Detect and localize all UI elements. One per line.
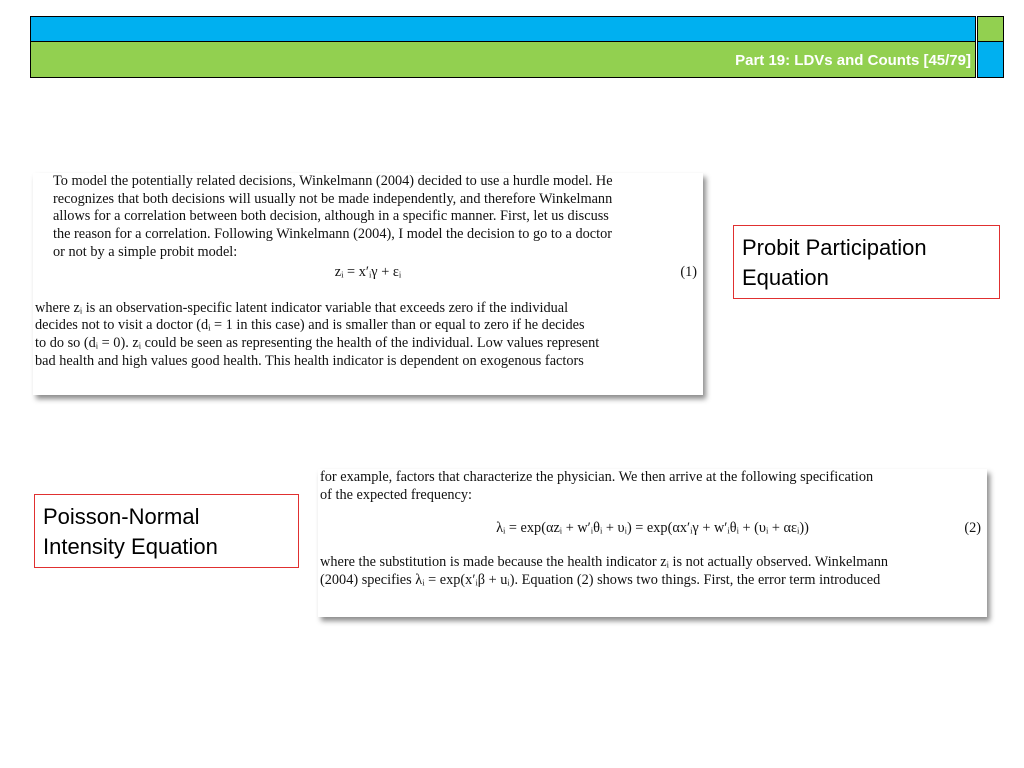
equation-1: [35, 264, 701, 286]
slide-title: Part 19: LDVs and Counts [45/79]: [735, 52, 971, 69]
text-line: of the expected frequency:: [320, 486, 473, 503]
header-blue-bar: [30, 16, 976, 42]
text-line: where zᵢ is an observation-specific latent indicator variable that exceeds zero if the individual: [35, 299, 569, 316]
equation-1-formula: zᵢ = x′ᵢγ + εᵢ: [334, 263, 402, 280]
text-line: the reason for a correlation. Following Winkelmann (2004), I model the decision to go to a doctor: [53, 226, 612, 243]
callout-line: Poisson-Normal: [43, 504, 200, 529]
text-line: to do so (dᵢ = 0). zᵢ could be seen as representing the health of the individual. Low values represent: [35, 334, 600, 351]
callout-poisson-normal: [34, 494, 299, 568]
text-line: (2004) specifies λᵢ = exp(x′ᵢβ + uᵢ). Equation (2) shows two things. First, the error term introduced: [320, 572, 881, 589]
text-line: bad health and high values good health. This health indicator is dependent on exogenous factors: [35, 352, 584, 369]
callout-probit-participation: [733, 225, 1000, 299]
header-green-square: [977, 16, 1004, 42]
excerpt1-paragraph1: [35, 173, 701, 262]
slide-header: [30, 16, 1005, 78]
paper-excerpt-poisson: [318, 469, 987, 617]
equation-2: [320, 520, 985, 544]
equation-2-formula: λᵢ = exp(αzᵢ + w′ᵢθᵢ + υᵢ) = exp(αx′ᵢγ + w′ᵢθᵢ + (υᵢ + αεᵢ)): [496, 520, 809, 537]
text-line: recognizes that both decisions will usually not be made independently, and therefore Winkelmann: [53, 190, 613, 207]
callout-line: Equation: [742, 265, 829, 290]
text-line: To model the potentially related decisions, Winkelmann (2004) decided to use a hurdle model. He: [53, 173, 613, 189]
excerpt2-paragraph1: [320, 469, 985, 504]
excerpt2-paragraph2: [320, 554, 985, 589]
callout-line: Intensity Equation: [43, 534, 218, 559]
header-title-bar: [30, 41, 976, 78]
header-blue-square: [977, 41, 1004, 78]
excerpt1-paragraph2: [35, 300, 701, 371]
callout-line: Probit Participation: [742, 235, 927, 260]
text-line: allows for a correlation between both decision, although in a specific manner. First, let us discuss: [53, 208, 609, 225]
text-line: decides not to visit a doctor (dᵢ = 1 in this case) and is smaller than or equal to zero if he decides: [35, 317, 585, 334]
equation-2-number: (2): [964, 520, 981, 537]
text-line: or not by a simple probit model:: [53, 243, 238, 260]
text-line: for example, factors that characterize the physician. We then arrive at the following specification: [320, 469, 874, 485]
equation-1-number: (1): [680, 263, 697, 280]
paper-excerpt-probit: [33, 173, 703, 395]
text-line: where the substitution is made because the health indicator zᵢ is not actually observed. Winkelmann: [320, 554, 889, 571]
